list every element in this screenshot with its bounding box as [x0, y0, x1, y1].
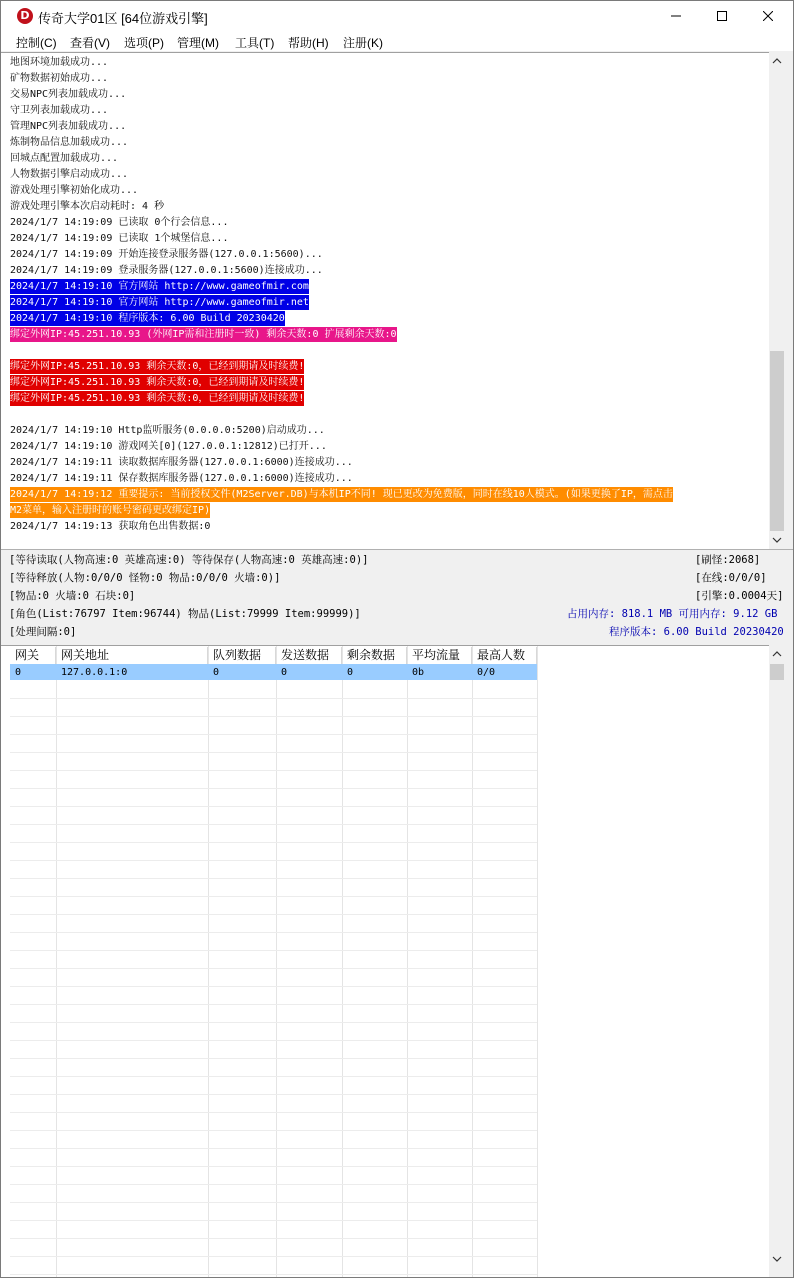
row-divider	[10, 1076, 537, 1077]
log-line: 2024/1/7 14:19:13 获取角色出售数据:0	[10, 521, 211, 532]
maximize-icon	[717, 11, 727, 21]
log-line: 绑定外网IP:45.251.10.93 剩余天数:0，已经到期请及时续费!	[10, 361, 305, 372]
table-cell: 0b	[412, 667, 425, 678]
row-divider	[10, 896, 537, 897]
log-scroll-thumb[interactable]	[770, 351, 784, 531]
status-panel	[1, 549, 793, 646]
minimize-button[interactable]	[653, 1, 699, 31]
status-roles: [角色(List:76797 Item:96744) 物品(List:79999 Item:99999)]	[9, 608, 361, 620]
row-divider	[10, 932, 537, 933]
log-line: 2024/1/7 14:19:09 登录服务器(127.0.0.1:5600)连接成功...	[10, 265, 323, 276]
log-line: 矿物数据初始成功...	[10, 73, 109, 84]
close-button[interactable]	[745, 1, 791, 31]
row-divider	[10, 1058, 537, 1059]
log-line: 2024/1/7 14:19:12 重要提示: 当前授权文件(M2Server.DB)与本机IP不同! 现已更改为免费版，同时在线10人模式。(如果更换了IP，需点击	[10, 489, 673, 500]
col-gateway[interactable]: 网关	[10, 647, 56, 664]
row-divider	[10, 770, 537, 771]
table-cell: 0	[347, 667, 354, 678]
table-cell: 0	[213, 667, 220, 678]
log-line: 交易NPC列表加载成功...	[10, 89, 127, 100]
status-interval: [处理间隔:0]	[9, 626, 77, 638]
status-wait-read: [等待读取(人物高速:0 英雄高速:0) 等待保存(人物高速:0 英雄高速:0)]	[9, 554, 369, 566]
log-line: 2024/1/7 14:19:09 开始连接登录服务器(127.0.0.1:5600)...	[10, 249, 323, 260]
row-divider	[10, 698, 537, 699]
menu-tools[interactable]: 工具(T)	[235, 36, 275, 50]
log-line: 守卫列表加载成功...	[10, 105, 109, 116]
row-divider	[10, 1094, 537, 1095]
row-divider	[10, 1040, 537, 1041]
status-memory: 占用内存: 818.1 MB 可用内存: 9.12 GB	[567, 608, 778, 620]
row-divider	[10, 968, 537, 969]
log-scrollbar[interactable]	[769, 52, 785, 549]
log-line: 绑定外网IP:45.251.10.93 剩余天数:0，已经到期请及时续费!	[10, 393, 305, 404]
window-title: 传奇大学01区 [64位游戏引擎]	[38, 11, 208, 26]
status-items: [物品:0 火墙:0 石块:0]	[9, 590, 136, 602]
row-divider	[10, 1148, 537, 1149]
table-cell: 127.0.0.1:0	[61, 667, 128, 678]
status-refresh-monster: [刷怪:2068]	[695, 554, 761, 566]
log-line: 管理NPC列表加载成功...	[10, 121, 127, 132]
menu-register[interactable]: 注册(K)	[343, 36, 383, 50]
log-line: 绑定外网IP:45.251.10.93 剩余天数:0，已经到期请及时续费!	[10, 377, 305, 388]
log-line: 2024/1/7 14:19:10 Http监听服务(0.0.0.0:5200)启动成功...	[10, 425, 325, 436]
col-max-users[interactable]: 最高人数	[472, 647, 537, 664]
row-divider	[10, 1256, 537, 1257]
scroll-down-icon[interactable]	[772, 535, 782, 545]
column-divider	[537, 646, 538, 1278]
log-line: 绑定外网IP:45.251.10.93 (外网IP需和注册时一致) 剩余天数:0 扩展剩余天数:0	[10, 329, 397, 340]
menu-options[interactable]: 选项(P)	[124, 36, 164, 50]
col-queue-data[interactable]: 队列数据	[208, 647, 276, 664]
table-cell: 0	[281, 667, 288, 678]
menu-view[interactable]: 查看(V)	[70, 36, 110, 50]
log-line: 2024/1/7 14:19:11 读取数据库服务器(127.0.0.1:6000)连接成功...	[10, 457, 353, 468]
row-divider	[10, 788, 537, 789]
status-wait-release: [等待释放(人物:0/0/0 怪物:0 物品:0/0/0 火墙:0)]	[9, 572, 281, 584]
log-line: 2024/1/7 14:19:09 已读取 1个城堡信息...	[10, 233, 229, 244]
log-line: 2024/1/7 14:19:10 程序版本: 6.00 Build 20230420	[10, 313, 285, 324]
menu-help[interactable]: 帮助(H)	[288, 36, 329, 50]
row-divider	[10, 842, 537, 843]
row-divider	[10, 860, 537, 861]
row-divider	[10, 1202, 537, 1203]
log-line: 地图环境加载成功...	[10, 57, 109, 68]
close-icon	[763, 11, 773, 21]
row-divider	[10, 878, 537, 879]
gateway-table[interactable]	[1, 645, 769, 1278]
menu-bar	[1, 31, 793, 51]
col-avg-traffic[interactable]: 平均流量	[407, 647, 472, 664]
row-divider	[10, 1274, 537, 1275]
title-bar[interactable]	[1, 1, 793, 31]
table-scrollbar[interactable]	[769, 645, 785, 1277]
row-divider	[10, 986, 537, 987]
row-divider	[10, 1022, 537, 1023]
status-engine: [引擎:0.0004天]	[695, 590, 784, 602]
row-divider	[10, 1130, 537, 1131]
table-cell: 0/0	[477, 667, 496, 678]
col-gateway-address[interactable]: 网关地址	[56, 647, 208, 664]
log-line: 2024/1/7 14:19:10 官方网站 http://www.gameofmir.net	[10, 297, 309, 308]
log-line: M2菜单，输入注册时的账号密码更改绑定IP)	[10, 505, 211, 516]
row-divider	[10, 1166, 537, 1167]
row-divider	[10, 806, 537, 807]
log-line: 回城点配置加载成功...	[10, 153, 119, 164]
col-send-data[interactable]: 发送数据	[276, 647, 342, 664]
status-version: 程序版本: 6.00 Build 20230420	[609, 626, 784, 638]
status-online: [在线:0/0/0]	[695, 572, 767, 584]
row-divider	[10, 950, 537, 951]
scroll-down-icon[interactable]	[772, 1254, 782, 1264]
row-divider	[10, 914, 537, 915]
row-divider	[10, 824, 537, 825]
menu-control[interactable]: 控制(C)	[16, 36, 57, 50]
log-line: 炼制物品信息加载成功...	[10, 137, 129, 148]
log-line: 游戏处理引擎初始化成功...	[10, 185, 139, 196]
log-line: 人物数据引擎启动成功...	[10, 169, 129, 180]
table-scroll-thumb[interactable]	[770, 664, 784, 680]
log-line: 2024/1/7 14:19:11 保存数据库服务器(127.0.0.1:6000)连接成功...	[10, 473, 353, 484]
row-divider	[10, 734, 537, 735]
menu-manage[interactable]: 管理(M)	[177, 36, 219, 50]
row-divider	[10, 1184, 537, 1185]
log-line: 2024/1/7 14:19:09 已读取 0个行会信息...	[10, 217, 229, 228]
log-line: 游戏处理引擎本次启动耗时: 4 秒	[10, 201, 165, 212]
log-line: 2024/1/7 14:19:10 官方网站 http://www.gameofmir.com	[10, 281, 309, 292]
maximize-button[interactable]	[699, 1, 745, 31]
log-line: 2024/1/7 14:19:10 游戏网关[0](127.0.0.1:12812)已打开...	[10, 441, 327, 452]
row-divider	[10, 752, 537, 753]
row-divider	[10, 716, 537, 717]
scroll-up-icon[interactable]	[772, 649, 782, 659]
scroll-up-icon[interactable]	[772, 56, 782, 66]
row-divider	[10, 1238, 537, 1239]
log-panel[interactable]	[1, 52, 769, 550]
row-divider	[10, 1220, 537, 1221]
table-cell: 0	[15, 667, 22, 678]
col-remaining-data[interactable]: 剩余数据	[342, 647, 407, 664]
minimize-icon	[671, 11, 681, 21]
row-divider	[10, 1004, 537, 1005]
app-logo-icon: D	[17, 8, 33, 24]
row-divider	[10, 1112, 537, 1113]
